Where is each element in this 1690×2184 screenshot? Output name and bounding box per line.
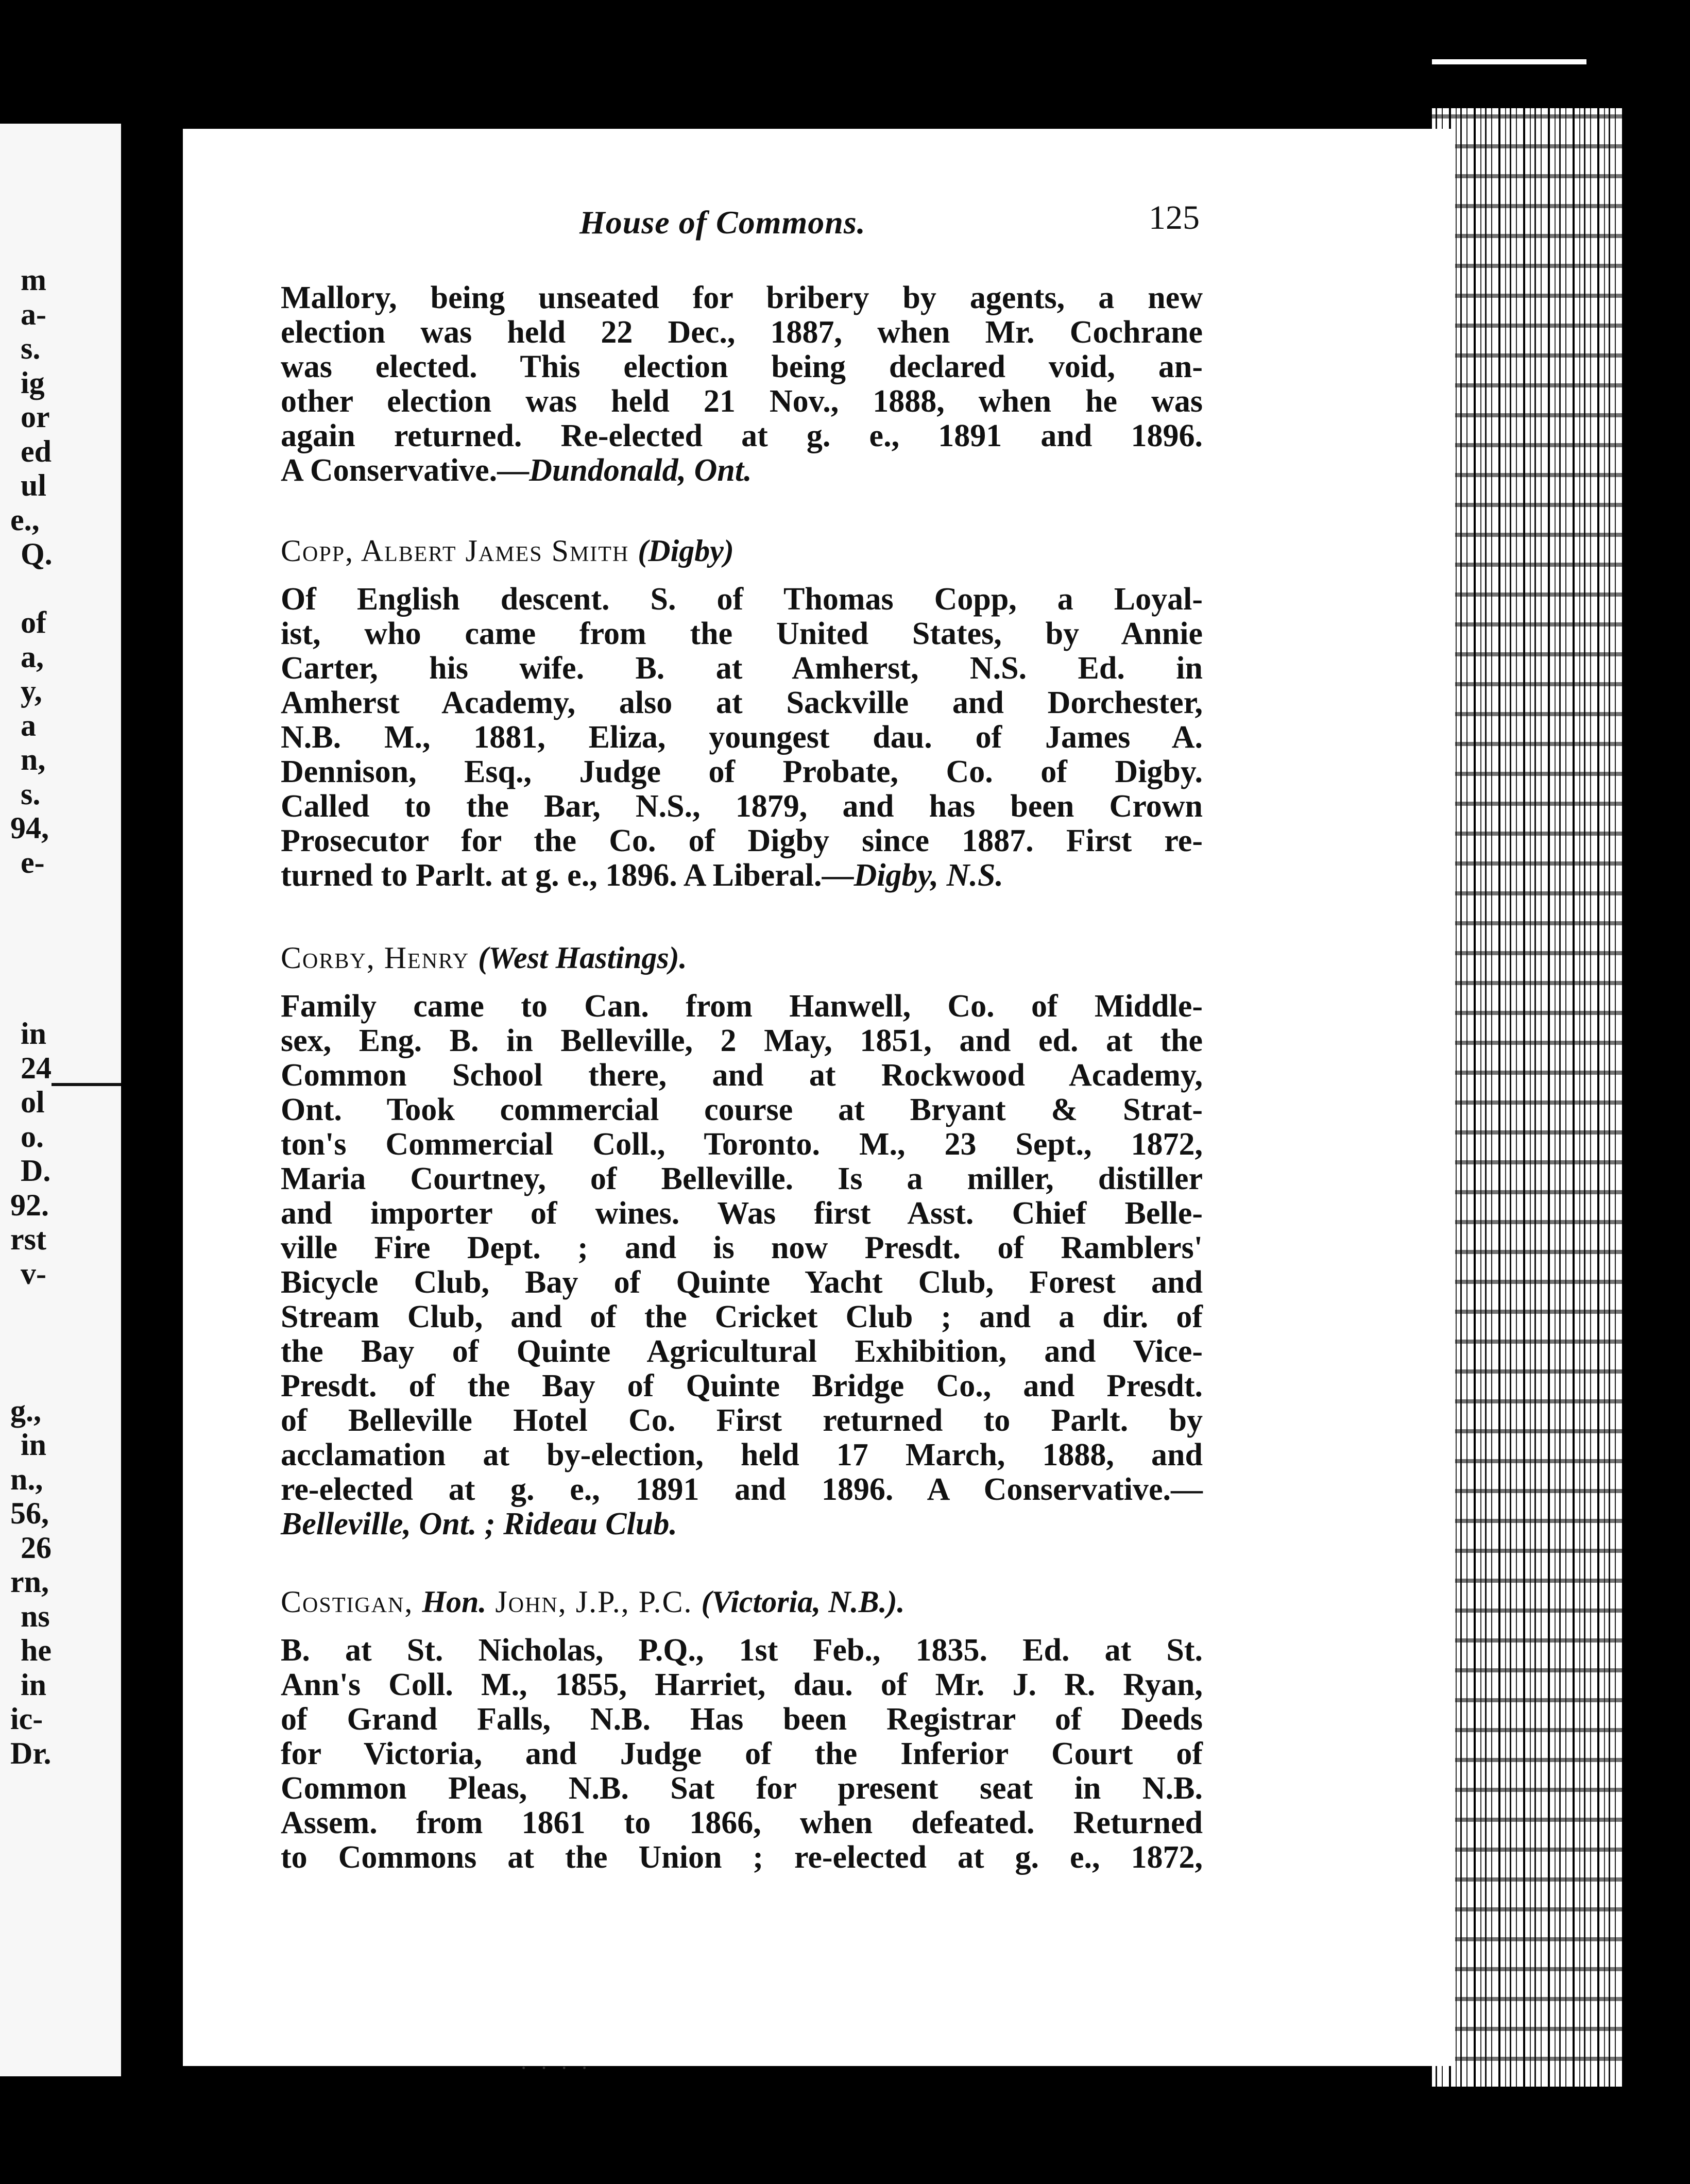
entry-text-line: Called to the Bar, N.S., 1879, and has been Crown bbox=[281, 789, 1203, 824]
page-edge-top bbox=[1432, 59, 1586, 64]
entry-text-line: Belleville, Ont. ; Rideau Club. bbox=[281, 1506, 677, 1542]
member-title: Hon. bbox=[422, 1585, 487, 1619]
left-margin-fragment: Q. bbox=[21, 537, 53, 571]
entry-text-line: of Grand Falls, N.B. Has been Registrar of Deeds bbox=[281, 1702, 1203, 1737]
entry-text-line: and importer of wines. Was first Asst. Chief Belle- bbox=[281, 1196, 1203, 1231]
left-margin-fragment: g., bbox=[10, 1393, 41, 1428]
left-margin-fragment: s. bbox=[21, 331, 41, 365]
entry-text-line: A Conservative.—Dundonald, Ont. bbox=[281, 453, 752, 488]
entry-corby bbox=[281, 989, 1203, 1542]
entry-text-line: Mallory, being unseated for bribery by agents, a new bbox=[281, 280, 1203, 315]
entry-text-line: Presdt. of the Bay of Quinte Bridge Co., and Presdt. bbox=[281, 1368, 1203, 1403]
entry-text-line: to Commons at the Union ; re-elected at g. e., 1872, bbox=[281, 1840, 1203, 1875]
left-margin-fragment: he bbox=[21, 1633, 52, 1667]
member-name-post: John, J.P., P.C. bbox=[495, 1585, 693, 1619]
left-margin-fragment: a, bbox=[21, 639, 44, 674]
entry-text-line: Carter, his wife. B. at Amherst, N.S. Ed. in bbox=[281, 651, 1203, 686]
left-margin-fragment: in bbox=[21, 1017, 47, 1051]
left-page-fragment bbox=[0, 124, 121, 2076]
entry-text-line: again returned. Re-elected at g. e., 1891 and 1896. bbox=[281, 418, 1203, 453]
entry-text-line: Maria Courtney, of Belleville. Is a miller, distiller bbox=[281, 1161, 1203, 1196]
riding-name: (Victoria, N.B.). bbox=[701, 1585, 905, 1619]
left-margin-fragment: or bbox=[21, 400, 50, 434]
entry-text-line: was elected. This election being declared void, an- bbox=[281, 349, 1203, 384]
left-margin-fragment: D. bbox=[21, 1154, 51, 1188]
riding-name: (West Hastings). bbox=[478, 941, 687, 975]
entry-text-line: Amherst Academy, also at Sackville and Dorchester, bbox=[281, 685, 1203, 720]
left-page-rule bbox=[52, 1083, 121, 1086]
left-margin-fragment: 26 bbox=[21, 1530, 52, 1565]
entry-text-line: B. at St. Nicholas, P.Q., 1st Feb., 1835. Ed. at St. bbox=[281, 1633, 1203, 1668]
entry-text-line: Stream Club, and of the Cricket Club ; and a dir. of bbox=[281, 1299, 1203, 1334]
entry-text-line: Bicycle Club, Bay of Quinte Yacht Club, Forest and bbox=[281, 1265, 1203, 1300]
left-margin-fragment: 94, bbox=[10, 811, 49, 845]
page-edge-stack bbox=[1432, 108, 1623, 2087]
entry-text-line: Assem. from 1861 to 1866, when defeated. Returned bbox=[281, 1805, 1203, 1840]
entry-costigan bbox=[281, 1633, 1203, 1875]
entry-text-line: turned to Parlt. at g. e., 1896. A Liberal.—Digby, N.S. bbox=[281, 858, 1003, 893]
left-margin-fragment: v- bbox=[21, 1256, 46, 1291]
entry-text-line: Dennison, Esq., Judge of Probate, Co. of Digby. bbox=[281, 754, 1203, 789]
left-margin-fragment: s. bbox=[21, 776, 41, 811]
entry-copp bbox=[281, 582, 1203, 893]
entry-text-line: Of English descent. S. of Thomas Copp, a Loyal- bbox=[281, 582, 1203, 617]
entry-text-line: N.B. M., 1881, Eliza, youngest dau. of James A. bbox=[281, 720, 1203, 755]
member-name: Corby, Henry bbox=[281, 941, 470, 975]
entry-text-line: acclamation at by-election, held 17 March, 1888, and bbox=[281, 1437, 1203, 1472]
left-margin-fragment: ns bbox=[21, 1599, 50, 1633]
left-margin-fragment: in bbox=[21, 1667, 47, 1702]
entry-text-line: Family came to Can. from Hanwell, Co. of Middle- bbox=[281, 989, 1203, 1024]
left-margin-fragment: e., bbox=[10, 502, 40, 537]
left-margin-fragment: of bbox=[21, 605, 46, 639]
entry-text-line: the Bay of Quinte Agricultural Exhibition, and Vice- bbox=[281, 1334, 1203, 1369]
entry-text-line: ist, who came from the United States, by Annie bbox=[281, 616, 1203, 651]
left-margin-fragment: 92. bbox=[10, 1188, 49, 1222]
left-margin-fragment: m bbox=[21, 263, 46, 297]
entry-text-line: sex, Eng. B. in Belleville, 2 May, 1851, and ed. at the bbox=[281, 1023, 1203, 1058]
entry-text-line: re-elected at g. e., 1891 and 1896. A Conservative.— bbox=[281, 1472, 1203, 1507]
left-margin-fragment: 24 bbox=[21, 1051, 52, 1085]
entry-cochrane-continued bbox=[281, 281, 1203, 488]
left-margin-fragment: ol bbox=[21, 1085, 45, 1119]
left-margin-fragment: e- bbox=[21, 845, 45, 879]
left-margin-fragment: y, bbox=[21, 674, 42, 708]
entry-text-line: Common Pleas, N.B. Sat for present seat in N.B. bbox=[281, 1771, 1203, 1806]
member-name: Costigan, bbox=[281, 1585, 414, 1619]
left-margin-fragment: ul bbox=[21, 468, 47, 502]
entry-text-line: ton's Commercial Coll., Toronto. M., 23 Sept., 1872, bbox=[281, 1127, 1203, 1162]
left-margin-fragment: 56, bbox=[10, 1496, 49, 1530]
entry-text-line: election was held 22 Dec., 1887, when Mr. Cochrane bbox=[281, 315, 1203, 350]
entry-text-line: of Belleville Hotel Co. First returned to Parlt. by bbox=[281, 1403, 1203, 1438]
left-margin-fragment: n., bbox=[10, 1462, 43, 1496]
left-margin-fragment: rst bbox=[10, 1222, 46, 1256]
entry-heading-costigan bbox=[281, 1584, 905, 1620]
left-margin-fragment: Dr. bbox=[10, 1736, 52, 1770]
entry-text-line: other election was held 21 Nov., 1888, when he was bbox=[281, 384, 1203, 419]
entry-text-line: ville Fire Dept. ; and is now Presdt. of Ramblers' bbox=[281, 1230, 1203, 1265]
riding-name: (Digby) bbox=[638, 534, 734, 568]
entry-heading-corby bbox=[281, 940, 687, 976]
page-number: 125 bbox=[1149, 199, 1200, 236]
entry-text-line: Ont. Took commercial course at Bryant & Strat- bbox=[281, 1092, 1203, 1127]
entry-heading-copp bbox=[281, 533, 734, 569]
print-speckle: · · · · bbox=[520, 2056, 592, 2079]
entry-text-line: Common School there, and at Rockwood Academy, bbox=[281, 1058, 1203, 1093]
left-margin-fragment: ic- bbox=[10, 1702, 43, 1736]
left-margin-fragment: n, bbox=[21, 742, 46, 776]
left-margin-fragment: a bbox=[21, 708, 36, 742]
member-name: Copp, Albert James Smith bbox=[281, 534, 629, 568]
entry-text-line: for Victoria, and Judge of the Inferior Court of bbox=[281, 1736, 1203, 1771]
entry-text-line: Ann's Coll. M., 1855, Harriet, dau. of Mr. J. R. Ryan, bbox=[281, 1667, 1203, 1702]
left-margin-fragment: a- bbox=[21, 297, 46, 331]
left-margin-fragment: rn, bbox=[10, 1565, 49, 1599]
left-margin-fragment: ed bbox=[21, 434, 52, 468]
left-margin-fragment: o. bbox=[21, 1119, 44, 1154]
left-margin-fragment: ig bbox=[21, 365, 45, 400]
left-margin-fragment: in bbox=[21, 1428, 47, 1462]
entry-text-line: Prosecutor for the Co. of Digby since 1887. First re- bbox=[281, 823, 1203, 858]
running-head: House of Commons. bbox=[579, 204, 866, 241]
